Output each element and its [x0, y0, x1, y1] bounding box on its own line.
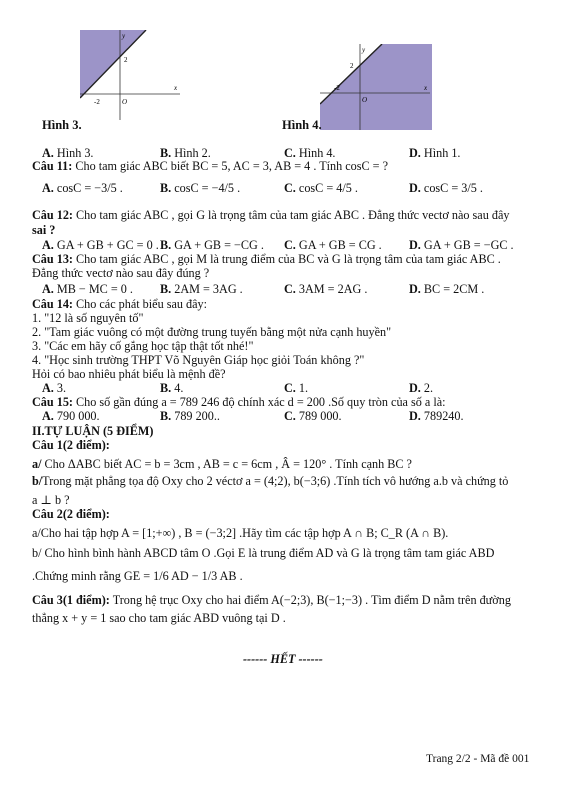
q15-option-d: D. 789240.: [409, 409, 464, 423]
q13-option-b: B. 2AM = 3AG .: [160, 282, 243, 296]
essay-q3: Câu 3(1 điểm): Trong hệ trục Oxy cho hai điểm A(−2;3), B(−1;−3) . Tìm điểm D nằm trên đường: [32, 593, 511, 607]
essay-q3-line2: thẳng x + y = 1 sao cho tam giác ABD vuông tại D .: [32, 611, 286, 625]
essay-q2b: b/ Cho hình bình hành ABCD tâm O .Gọi E là trung điểm AD và G là trọng tâm tam giác ABD: [32, 546, 495, 560]
essay-q2a: a/Cho hai tập hợp A = [1;+∞) , B = (−3;2] .Hãy tìm các tập hợp A ∩ B; C_R (A ∩ B).: [32, 526, 449, 540]
q13-stem-line2: Đẳng thức vectơ nào sau đây đúng ?: [32, 266, 210, 280]
q12-stem: Câu 12: Cho tam giác ABC , gọi G là trọng tâm của tam giác ABC . Đẳng thức vectơ nào sau đây: [32, 208, 510, 222]
q14-option-d: D. 2.: [409, 381, 434, 395]
q15-option-a: A. 790 000.: [42, 409, 100, 423]
q13-stem: Câu 13: Cho tam giác ABC , gọi M là trung điểm của BC và G là trọng tâm của tam giác ABC .: [32, 252, 501, 266]
origin-label: O: [122, 98, 128, 106]
q10-option-c: C. Hình 4.: [284, 146, 336, 160]
q15-stem: Câu 15: Cho số gần đúng a = 789 246 độ chính xác d = 200 .Số quy tròn của số a là:: [32, 395, 446, 409]
q11-option-b: B. cosC = −4/5 .: [160, 181, 241, 195]
essay-q1b-line2: a ⊥ b ?: [32, 493, 70, 507]
q15-option-c: C. 789 000.: [284, 409, 342, 423]
figure-3-graph: [80, 30, 190, 122]
figure-4-label: Hình 4.: [282, 118, 322, 132]
essay-heading: II.TỰ LUẬN (5 ĐIỂM): [32, 424, 154, 438]
x-axis-label: x: [174, 84, 178, 92]
q14-question: Hỏi có bao nhiêu phát biểu là mệnh đề?: [32, 367, 226, 381]
q12-option-a: A. GA + GB + GC = 0 .: [42, 238, 159, 252]
q12-option-c: C. GA + GB = CG .: [284, 238, 382, 252]
essay-q2b-line2: .Chứng minh rằng GE = 1/6 AD − 1/3 AB .: [32, 569, 243, 583]
q10-option-d: D. Hình 1.: [409, 146, 461, 160]
q12-stem-line2: sai ?: [32, 223, 56, 237]
essay-q1a: a/ Cho ΔABC biết AC = b = 3cm , AB = c = 6cm , Â = 120° . Tính cạnh BC ?: [32, 457, 412, 471]
y-axis-label: y: [122, 32, 126, 40]
figure-4-graph: [320, 44, 432, 130]
q14-option-b: B. 4.: [160, 381, 184, 395]
q14-option-c: C. 1.: [284, 381, 309, 395]
q10-option-b: B. Hình 2.: [160, 146, 211, 160]
y-axis-label: y: [362, 46, 366, 54]
q11-stem: Câu 11: Cho tam giác ABC biết BC = 5, AC = 3, AB = 4 . Tính cosC = ?: [32, 159, 389, 173]
x-axis-label: x: [424, 84, 428, 92]
x-tick-label: -2: [334, 84, 340, 92]
q14-statement-2: 2. "Tam giác vuông có một đường trung tuyến bằng một nửa cạnh huyền": [32, 325, 392, 339]
q12-option-b: B. GA + GB = −CG .: [160, 238, 264, 252]
q13-option-c: C. 3AM = 2AG .: [284, 282, 368, 296]
q13-option-d: D. BC = 2CM .: [409, 282, 485, 296]
q14-statement-1: 1. "12 là số nguyên tố": [32, 311, 144, 325]
q13-option-a: A. MB − MC = 0 .: [42, 282, 133, 296]
essay-q1b: b/Trong mặt phẳng tọa độ Oxy cho 2 véctơ a = (4;2), b(−3;6) .Tính tích vô hướng a.b và chứng tỏ: [32, 474, 509, 488]
end-mark: ------ HẾT ------: [243, 652, 323, 666]
essay-q2-label: Câu 2(2 điểm):: [32, 507, 110, 521]
y-tick-label: 2: [124, 56, 128, 64]
q11-option-a: A. cosC = −3/5 .: [42, 181, 123, 195]
q15-option-b: B. 789 200..: [160, 409, 220, 423]
y-tick-label: 2: [350, 62, 354, 70]
q14-statement-3: 3. "Các em hãy cố gắng học tập thật tốt nhé!": [32, 339, 254, 353]
origin-label: O: [362, 96, 368, 104]
q10-option-a: A. Hình 3.: [42, 146, 94, 160]
essay-q1-label: Câu 1(2 điểm):: [32, 438, 110, 452]
figure-3-label: Hình 3.: [42, 118, 82, 132]
q14-option-a: A. 3.: [42, 381, 67, 395]
q11-option-c: C. cosC = 4/5 .: [284, 181, 358, 195]
x-tick-label: -2: [94, 98, 100, 106]
q14-statement-4: 4. "Học sinh trường THPT Võ Nguyên Giáp học giỏi Toán không ?": [32, 353, 365, 367]
page-footer: Trang 2/2 - Mã đề 001: [426, 753, 530, 765]
q12-option-d: D. GA + GB = −GC .: [409, 238, 514, 252]
q11-option-d: D. cosC = 3/5 .: [409, 181, 483, 195]
q14-stem: Câu 14: Cho các phát biểu sau đây:: [32, 297, 207, 311]
